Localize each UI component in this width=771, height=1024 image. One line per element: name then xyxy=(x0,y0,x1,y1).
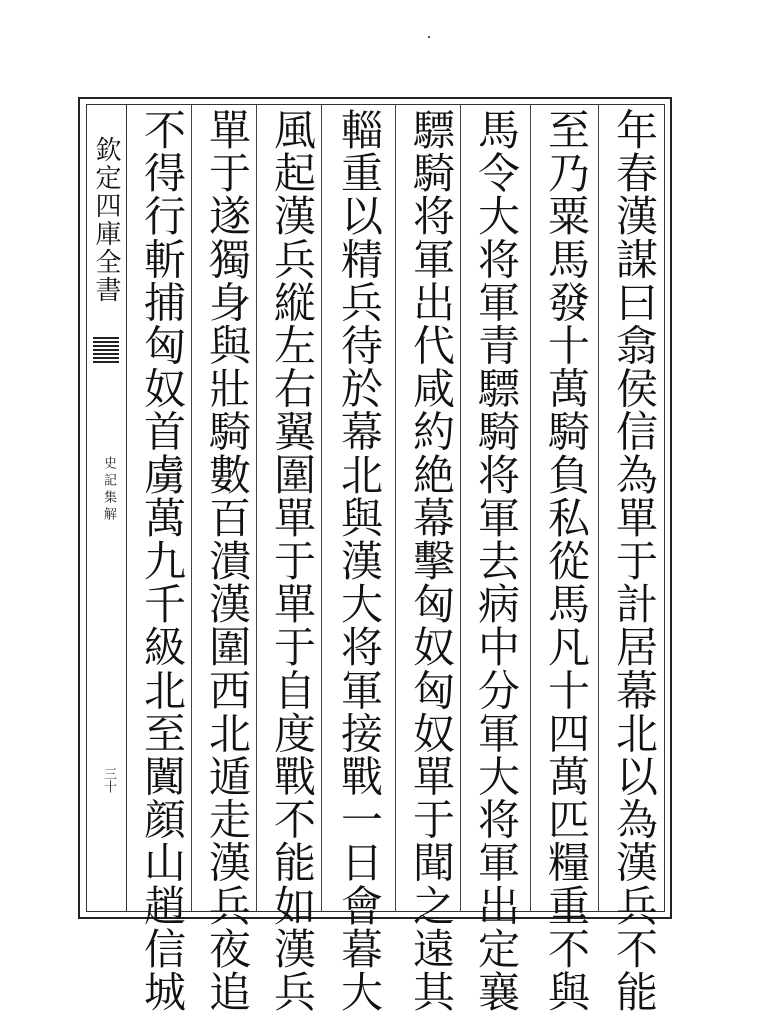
text-column: 至乃粟馬發十萬騎負私從馬凡十四萬匹糧重不與 xyxy=(542,108,591,1014)
collection-title: 欽定四庫全書 xyxy=(91,135,121,304)
text-column: 年春漢謀曰翕侯信為單于計居幕北以為漢兵不能 xyxy=(610,108,659,1014)
column-rule xyxy=(530,104,531,912)
column-rule xyxy=(191,104,192,912)
paper-speck xyxy=(428,36,430,38)
text-column: 不得行斬捕匈奴首虜萬九千級北至闐顔山趙信城 xyxy=(138,108,187,1014)
text-column: 風起漢兵縦左右翼圍單于單于自度戰不能如漢兵 xyxy=(268,108,317,1014)
fish-tail-mark xyxy=(93,335,119,363)
text-column: 驃騎将軍出代咸約絶幕擊匈奴匈奴單于聞之遠其 xyxy=(407,108,456,1014)
column-rule xyxy=(321,104,322,912)
column-rule xyxy=(395,104,396,912)
page-number: 三十 xyxy=(101,767,116,793)
column-rule xyxy=(256,104,257,912)
column-rule xyxy=(460,104,461,912)
text-column: 輜重以精兵待於幕北與漢大将軍接戰一日會暮大 xyxy=(335,108,384,1014)
book-title: 史記集解 xyxy=(101,456,116,524)
text-column: 單于遂獨身與壯騎數百潰漢圍西北遁走漢兵夜追 xyxy=(203,108,252,1014)
column-rule xyxy=(598,104,599,912)
margin-band-rule xyxy=(126,104,127,912)
text-column: 馬令大将軍青驃騎将軍去病中分軍大将軍出定襄 xyxy=(472,108,521,1014)
